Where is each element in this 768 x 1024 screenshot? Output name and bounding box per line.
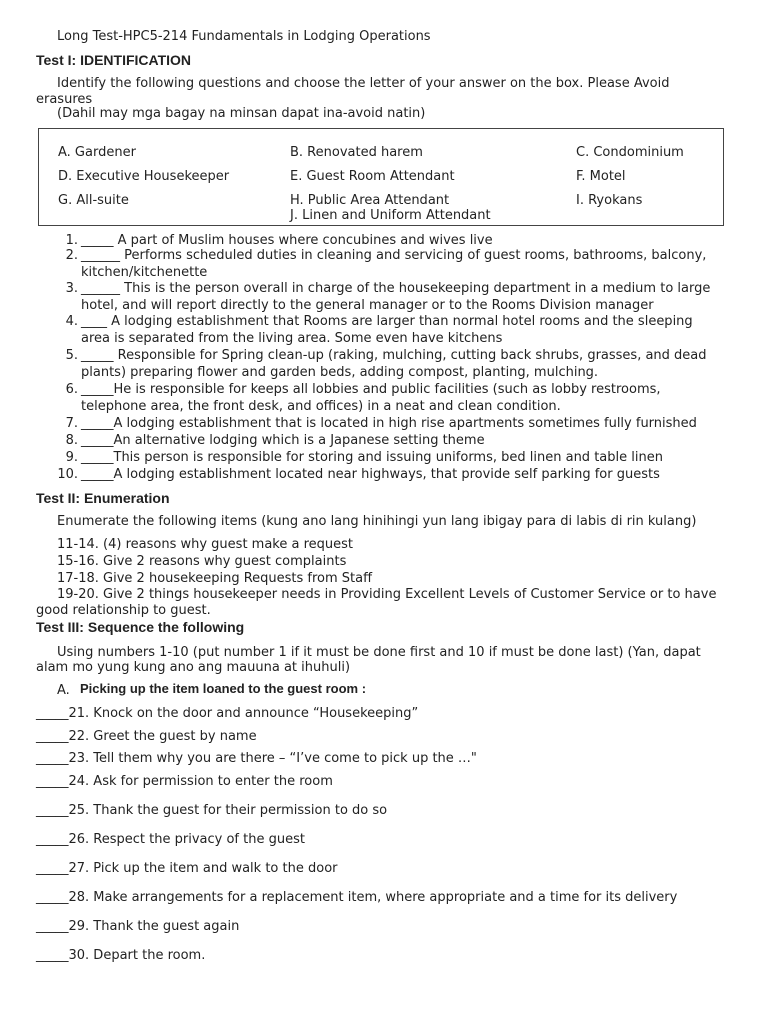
option-j: J. Linen and Uniform Attendant bbox=[290, 208, 491, 223]
question-item bbox=[56, 247, 736, 281]
question-number: 4. bbox=[65, 314, 78, 329]
enum-item: 11-14. (4) reasons why guest make a request bbox=[57, 537, 354, 552]
sequence-step: _____28. Make arrangements for a replacement item, where appropriate and a time for its delivery bbox=[36, 890, 678, 905]
answer-choices-box bbox=[38, 128, 724, 226]
question-number: 10. bbox=[57, 467, 78, 482]
question-text-cont: plants) preparing flower and garden beds, adding compost, planting, mulching. bbox=[81, 365, 599, 380]
sequence-subheading: Picking up the item loaned to the guest room : bbox=[80, 681, 367, 696]
enum-item-cont: good relationship to guest. bbox=[36, 603, 211, 618]
question-number: 3. bbox=[65, 281, 78, 296]
test3-heading: Test III: Sequence the following bbox=[36, 619, 245, 635]
option-h: H. Public Area Attendant bbox=[290, 193, 450, 208]
question-item bbox=[56, 466, 736, 483]
enum-item: 15-16. Give 2 reasons why guest complaints bbox=[57, 554, 347, 569]
test3-instruction: Using numbers 1-10 (put number 1 if it must be done first and 10 if must be done last) (Yan, dapat bbox=[57, 645, 701, 660]
question-number: 9. bbox=[65, 450, 78, 465]
test1-instruction-cont: erasures bbox=[36, 92, 93, 107]
question-number: 2. bbox=[65, 248, 78, 263]
question-item bbox=[56, 280, 736, 314]
question-number: 8. bbox=[65, 433, 78, 448]
question-item bbox=[56, 449, 736, 466]
question-text: _____This person is responsible for storing and issuing uniforms, bed linen and table linen bbox=[81, 450, 663, 465]
option-d: D. Executive Housekeeper bbox=[58, 169, 230, 184]
sequence-step: _____29. Thank the guest again bbox=[36, 919, 240, 934]
sequence-step: _____21. Knock on the door and announce “Housekeeping” bbox=[36, 706, 419, 721]
test2-heading: Test II: Enumeration bbox=[36, 490, 170, 506]
test1-instruction-note: (Dahil may mga bagay na minsan dapat ina-avoid natin) bbox=[57, 106, 426, 121]
enum-item: 17-18. Give 2 housekeeping Requests from Staff bbox=[57, 571, 373, 586]
question-text-cont: area is separated from the living area. Some even have kitchens bbox=[81, 331, 503, 346]
sequence-step: _____22. Greet the guest by name bbox=[36, 729, 257, 744]
question-text-cont: kitchen/kitchenette bbox=[81, 265, 208, 280]
question-item bbox=[56, 381, 736, 415]
sequence-subheading-letter: A. bbox=[57, 683, 70, 698]
question-number: 7. bbox=[65, 416, 78, 431]
option-b: B. Renovated harem bbox=[290, 145, 423, 160]
question-text: ______ This is the person overall in charge of the housekeeping department in a medium to large bbox=[81, 281, 711, 296]
sequence-step: _____23. Tell them why you are there – “I’ve come to pick up the …" bbox=[36, 751, 477, 766]
test1-heading: Test I: IDENTIFICATION bbox=[36, 52, 192, 68]
question-item bbox=[56, 415, 736, 432]
test2-instruction: Enumerate the following items (kung ano lang hinihingi yun lang ibigay para di labis di rin kulang) bbox=[57, 514, 697, 529]
question-number: 1. bbox=[65, 233, 78, 248]
option-a: A. Gardener bbox=[58, 145, 136, 160]
question-text-cont: hotel, and will report directly to the general manager or to the Rooms Division manager bbox=[81, 298, 654, 313]
question-text: _____ Responsible for Spring clean-up (raking, mulching, cutting back shrubs, grasses, and dead bbox=[81, 348, 707, 363]
question-text: ____ A lodging establishment that Rooms are larger than normal hotel rooms and the sleeping bbox=[81, 314, 693, 329]
question-text: _____An alternative lodging which is a Japanese setting theme bbox=[81, 433, 485, 448]
option-e: E. Guest Room Attendant bbox=[290, 169, 455, 184]
sequence-step: _____30. Depart the room. bbox=[36, 948, 206, 963]
question-number: 5. bbox=[65, 348, 78, 363]
sequence-step: _____24. Ask for permission to enter the room bbox=[36, 774, 333, 789]
question-text: _____ A part of Muslim houses where concubines and wives live bbox=[81, 233, 493, 248]
question-text: ______ Performs scheduled duties in cleaning and servicing of guest rooms, bathrooms, balcony, bbox=[81, 248, 707, 263]
sequence-step: _____25. Thank the guest for their permission to do so bbox=[36, 803, 388, 818]
option-g: G. All-suite bbox=[58, 193, 129, 208]
test1-instruction: Identify the following questions and choose the letter of your answer on the box. Please Avoid bbox=[57, 76, 670, 91]
question-text: _____A lodging establishment that is located in high rise apartments sometimes fully furnished bbox=[81, 416, 697, 431]
question-item bbox=[56, 347, 736, 381]
question-item bbox=[56, 313, 736, 347]
question-text: _____He is responsible for keeps all lobbies and public facilities (such as lobby restrooms, bbox=[81, 382, 661, 397]
sequence-step: _____26. Respect the privacy of the guest bbox=[36, 832, 305, 847]
question-text: _____A lodging establishment located near highways, that provide self parking for guests bbox=[81, 467, 660, 482]
option-i: I. Ryokans bbox=[576, 193, 643, 208]
enum-item: 19-20. Give 2 things housekeeper needs in Providing Excellent Levels of Customer Service or to have bbox=[57, 587, 717, 602]
question-number: 6. bbox=[65, 382, 78, 397]
question-text-cont: telephone area, the front desk, and offices) in a neat and clean condition. bbox=[81, 399, 561, 414]
sequence-step: _____27. Pick up the item and walk to the door bbox=[36, 861, 338, 876]
document-title: Long Test-HPC5-214 Fundamentals in Lodging Operations bbox=[57, 29, 431, 44]
option-c: C. Condominium bbox=[576, 145, 684, 160]
test3-instruction-cont: alam mo yung kung ano ang mauuna at ihuhuli) bbox=[36, 660, 351, 675]
option-f: F. Motel bbox=[576, 169, 626, 184]
question-item bbox=[56, 432, 736, 449]
